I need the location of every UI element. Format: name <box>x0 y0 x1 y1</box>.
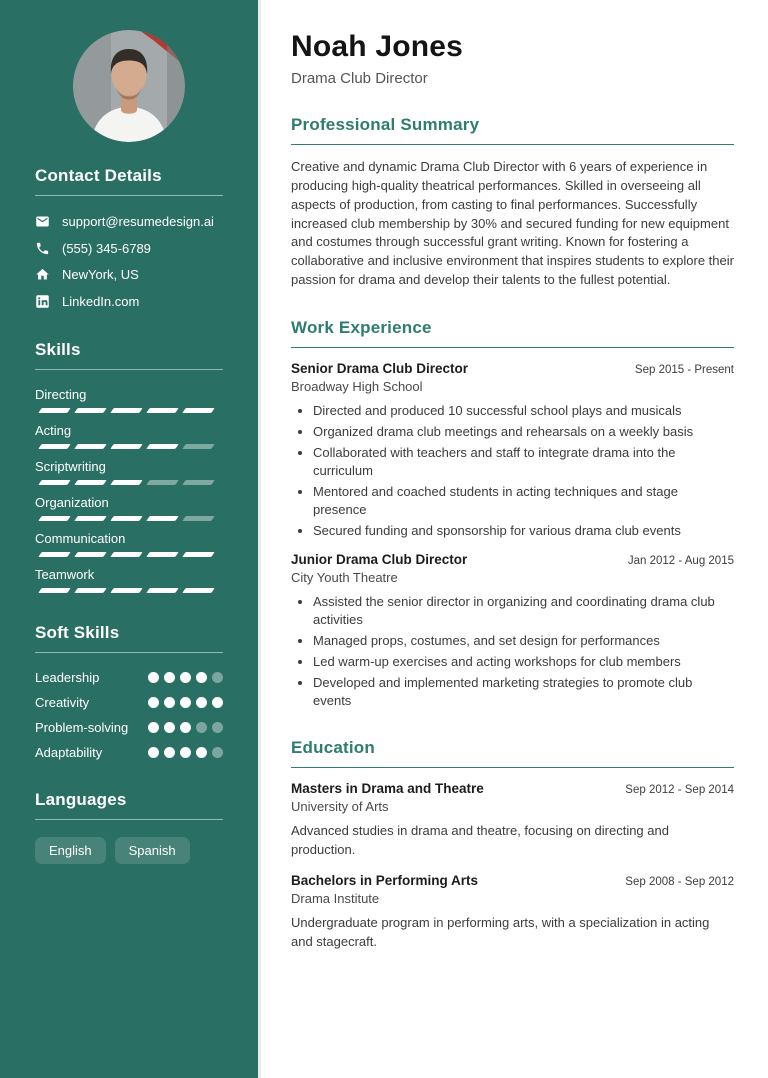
job-dates: Jan 2012 - Aug 2015 <box>627 555 734 568</box>
job-title: Junior Drama Club Director <box>291 552 468 568</box>
education-description: Advanced studies in drama and theatre, focusing on directing and production. <box>291 823 669 857</box>
skill-bar-segment <box>146 408 179 413</box>
skill-bar-segment <box>146 552 179 557</box>
job-dates: Sep 2015 - Present <box>634 363 734 376</box>
job-header <box>291 361 734 376</box>
rating-dot <box>180 722 191 733</box>
job-bullet-list <box>291 593 734 710</box>
bullet-item: • Developed and implemented marketing strategies to promote club events <box>313 674 734 710</box>
skill-bar <box>35 552 223 557</box>
experience-section <box>291 318 734 710</box>
language-pill: English <box>35 837 106 864</box>
skill-bar-segment <box>74 480 107 485</box>
bullet-item: • Directed and produced 10 successful school plays and musicals <box>313 402 734 420</box>
experience-heading: Work Experience <box>291 318 734 348</box>
skills-list <box>35 387 223 593</box>
skill-bar <box>35 516 223 521</box>
education-header <box>291 873 734 888</box>
rating-dot <box>148 747 159 758</box>
education-entry <box>291 873 734 952</box>
education-description: Undergraduate program in performing arts, with a specialization in acting and stagecraft. <box>291 914 710 949</box>
contact-heading: Contact Details <box>35 166 223 196</box>
bullet-item: • Secured funding and sponsorship for various drama club events <box>313 522 734 540</box>
school-name: Drama Institute <box>291 890 380 906</box>
phone-icon <box>35 241 50 256</box>
skill-bar-segment <box>38 480 71 485</box>
rating-dot <box>180 747 191 758</box>
education-dates: Sep 2012 - Sep 2014 <box>625 784 734 797</box>
skill-bar-segment <box>38 516 71 521</box>
rating-dots <box>148 722 223 733</box>
rating-dot <box>212 722 223 733</box>
job-title: Senior Drama Club Director <box>291 360 469 376</box>
skill-bar-segment <box>110 516 143 521</box>
rating-dot <box>148 697 159 708</box>
rating-dot <box>164 747 175 758</box>
soft-skills-heading: Soft Skills <box>35 623 223 653</box>
rating-dot <box>180 672 191 683</box>
skill-item <box>35 531 223 557</box>
soft-skills-list <box>35 670 223 760</box>
skill-label: Teamwork <box>35 567 95 583</box>
skill-bar-segment <box>110 588 143 593</box>
rating-dot <box>196 697 207 708</box>
rating-dot <box>196 722 207 733</box>
skill-bar-segment <box>74 444 107 449</box>
skills-heading: Skills <box>35 340 223 370</box>
job-company: Broadway High School <box>291 378 423 394</box>
home-icon <box>35 267 50 282</box>
contact-list <box>35 213 223 310</box>
skill-bar-segment <box>74 552 107 557</box>
education-heading: Education <box>291 738 734 768</box>
soft-skill-label: Creativity <box>35 695 90 711</box>
skill-label: Organization <box>35 495 109 511</box>
skill-bar-segment <box>182 444 215 449</box>
rating-dot <box>148 722 159 733</box>
skill-bar <box>35 480 223 485</box>
job-company: City Youth Theatre <box>291 570 398 586</box>
summary-section <box>291 115 734 290</box>
degree-title: Bachelors in Performing Arts <box>291 872 479 888</box>
person-title: Drama Club Director <box>291 70 428 87</box>
bullet-item: • Led warm-up exercises and acting workshops for club members <box>313 653 734 671</box>
rating-dot <box>212 747 223 758</box>
skill-item <box>35 387 223 413</box>
rating-dots <box>148 697 223 708</box>
bullet-item: • Mentored and coached students in acting techniques and stage presence <box>313 483 734 519</box>
contact-item-text: LinkedIn.com <box>62 293 140 309</box>
skill-item <box>35 567 223 593</box>
education-header <box>291 781 734 796</box>
linkedin-icon <box>35 294 50 309</box>
skill-bar <box>35 444 223 449</box>
rating-dot <box>164 697 175 708</box>
job-entry <box>291 552 734 710</box>
rating-dots <box>148 672 223 683</box>
skill-bar-segment <box>110 480 143 485</box>
skill-bar-segment <box>38 588 71 593</box>
skill-label: Scriptwriting <box>35 459 106 475</box>
rating-dot <box>196 747 207 758</box>
contact-item-text: (555) 345-6789 <box>62 240 151 256</box>
skill-label: Directing <box>35 387 87 403</box>
rating-dot <box>212 672 223 683</box>
job-header <box>291 552 734 567</box>
job-bullet-list <box>291 402 734 540</box>
soft-skill-label: Adaptability <box>35 745 103 761</box>
skill-item <box>35 495 223 521</box>
skill-bar-segment <box>182 516 215 521</box>
skill-label: Communication <box>35 531 126 547</box>
skill-bar <box>35 408 223 413</box>
bullet-item: • Managed props, costumes, and set design for performances <box>313 632 734 650</box>
soft-skills-section <box>35 623 223 760</box>
skill-bar-segment <box>110 552 143 557</box>
language-pills <box>35 837 223 864</box>
skill-bar-segment <box>38 552 71 557</box>
rating-dot <box>164 672 175 683</box>
avatar-illustration <box>73 30 185 142</box>
person-name: Noah Jones <box>291 30 464 63</box>
education-dates: Sep 2008 - Sep 2012 <box>625 875 734 888</box>
soft-skill-label: Leadership <box>35 670 100 686</box>
education-entry <box>291 781 734 860</box>
skill-bar-segment <box>74 516 107 521</box>
profile-photo <box>73 30 185 142</box>
languages-heading: Languages <box>35 790 223 820</box>
school-name: University of Arts <box>291 799 389 815</box>
rating-dot <box>148 672 159 683</box>
contact-section <box>35 166 223 310</box>
contact-item[interactable] <box>35 240 223 258</box>
languages-section <box>35 790 223 864</box>
skill-bar-segment <box>74 408 107 413</box>
contact-item-text: NewYork, US <box>62 267 139 283</box>
job-entry <box>291 361 734 540</box>
bullet-item: • Collaborated with teachers and staff to integrate drama into the curriculum <box>313 444 734 480</box>
contact-item-text: support@resumedesign.ai <box>62 214 214 229</box>
skill-bar-segment <box>38 444 71 449</box>
skill-bar-segment <box>110 408 143 413</box>
soft-skill-item <box>35 745 223 760</box>
skill-bar-segment <box>146 516 179 521</box>
skill-bar-segment <box>74 588 107 593</box>
skill-bar-segment <box>110 444 143 449</box>
main-content <box>261 0 768 1078</box>
rating-dot <box>164 722 175 733</box>
contact-item[interactable] <box>35 266 223 284</box>
skill-item <box>35 459 223 485</box>
sidebar <box>0 0 261 1078</box>
email-icon <box>35 214 50 229</box>
skill-bar-segment <box>38 408 71 413</box>
skill-bar-segment <box>146 480 179 485</box>
rating-dots <box>148 747 223 758</box>
skill-item <box>35 423 223 449</box>
skill-bar-segment <box>146 588 179 593</box>
rating-dot <box>196 672 207 683</box>
soft-skill-label: Problem-solving <box>35 720 129 736</box>
skills-section <box>35 340 223 593</box>
rating-dot <box>180 697 191 708</box>
bullet-item: • Assisted the senior director in organizing and coordinating drama club activities <box>313 593 734 629</box>
summary-text: Creative and dynamic Drama Club Director with 6 years of experience in producing high-quality theatrical performances. Skilled in overseeing all aspects of production, from casting to final performances. Successfully increased club membership by 30% and secured funding for new equipment and costumes through successful grant writing. Known for fostering a collaborative and inclusive environment that inspires students to explore their passion for drama and develop their talents to the fullest potential. <box>291 159 734 288</box>
soft-skill-item <box>35 670 223 685</box>
skill-bar <box>35 588 223 593</box>
skill-bar-segment <box>146 444 179 449</box>
skill-bar-segment <box>182 552 215 557</box>
language-pill: Spanish <box>115 837 190 864</box>
soft-skill-item <box>35 720 223 735</box>
degree-title: Masters in Drama and Theatre <box>291 781 484 797</box>
contact-item[interactable] <box>35 213 223 231</box>
contact-item[interactable] <box>35 293 223 311</box>
skill-bar-segment <box>182 588 215 593</box>
skill-bar-segment <box>182 408 215 413</box>
rating-dot <box>212 697 223 708</box>
skill-bar-segment <box>182 480 215 485</box>
education-section <box>291 738 734 951</box>
soft-skill-item <box>35 695 223 710</box>
skill-label: Acting <box>35 423 72 439</box>
summary-heading: Professional Summary <box>291 115 734 145</box>
bullet-item: • Organized drama club meetings and rehearsals on a weekly basis <box>313 423 734 441</box>
